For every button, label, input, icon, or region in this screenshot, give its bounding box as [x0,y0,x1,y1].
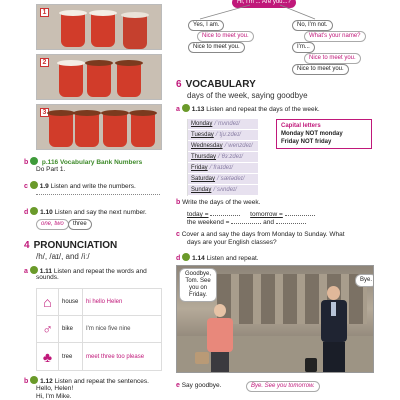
exercise-text-cont: sounds. [36,274,59,281]
speech-bubble-three: three [68,219,92,230]
exercise-letter: d [176,255,181,262]
cup [49,113,73,147]
pron-key-word: tree [59,343,83,370]
cups-photo-3 [36,104,162,150]
audio-icon[interactable] [30,376,38,384]
man-figure [317,286,351,373]
audio-icon[interactable] [182,104,190,112]
dialogue-no: No, I'm not. [292,20,333,31]
exercise-letter: c [176,231,180,238]
exercise-vocab-b [176,199,260,207]
day-phonetic: /ˈsʌndeɪ/ [213,187,237,193]
days-of-week-table [187,119,258,196]
pron-row-house [37,289,161,316]
exercise-text: Listen and repeat the words and [53,268,147,275]
day-row [188,185,258,196]
capital-letters-title: Capital letters [281,123,321,129]
day-name: Monday [191,121,213,127]
exercise-text: Listen and repeat the sentences. [54,378,149,385]
answer-lines [36,194,160,195]
write-days-line-2 [187,218,306,227]
day-name: Sunday [191,187,212,193]
day-name: Thursday [191,154,217,160]
exercise-b-instruction: Do Part 1. [36,166,66,173]
exercise-vocab-a [176,104,320,114]
audio-track: 1.12 [40,378,53,385]
cup [103,113,127,147]
exercise-vocab-e [176,382,221,390]
audio-icon[interactable] [30,266,38,274]
day-phonetic: /ˈtjuːzdeɪ/ [215,132,241,138]
section-number: 6 [176,79,182,90]
woman-figure [205,304,235,373]
vocab-bank-link[interactable]: p.116 Vocabulary Bank [41,159,113,166]
pronunciation-sounds: /h/, /aɪ/, and /iː/ [36,252,90,261]
cup [131,113,155,147]
woman-speech-bubble: Goodbye, Tom. See you on Friday. [179,268,217,302]
pron-example-words: hi hello Helen [86,299,123,305]
dialogue-nice-2: Nice to meet you. [188,42,245,53]
dialogue-nice-1: Nice to meet you. [197,31,254,42]
weekend-label: the weekend = [187,219,230,226]
day-name: Saturday [191,176,216,182]
station-photo [176,265,374,373]
audio-icon[interactable] [30,181,38,189]
dialogue-nice-4: Nice to meet you. [292,64,349,75]
capital-letters-box [276,119,372,149]
exercise-letter: b [176,199,181,206]
tomorrow-label: tomorrow = [250,211,283,218]
cup [59,63,83,97]
dialogue-im: I'm... [292,42,315,53]
audio-icon[interactable] [182,253,190,261]
day-row [188,119,258,130]
section-number: 4 [24,240,30,251]
suitcase [305,358,317,372]
capital-letters-example: Friday NOT friday [281,139,332,145]
exercise-letter: c [24,183,28,190]
today-label: today = [187,211,209,218]
exercise-letter: d [24,209,29,216]
exercise-letter: b [24,378,29,385]
section-vocabulary-heading [176,79,256,90]
day-row [188,130,258,141]
dialogue-bubble-start: Hi, I'm ... Are you...? [232,0,296,8]
day-phonetic: /ˈsætədeɪ/ [217,176,245,182]
exercise-vocab-c [176,231,345,239]
audio-track: 1.13 [191,106,205,113]
section-title: VOCABULARY [185,79,256,90]
dialogue-whats-name: What's your name? [304,31,366,42]
exercise-d [24,207,147,217]
cups-photo-1 [36,4,162,50]
pronunciation-table [36,288,162,371]
exercise-letter: a [176,106,180,113]
audio-track: 1.11 [39,268,53,275]
answer-field[interactable] [276,218,306,224]
photo-number: 1 [40,8,49,17]
dialogue-nice-3: Nice to meet you. [304,53,361,64]
cup [123,15,147,49]
audio-track: 1.14 [192,255,205,262]
exercise-text: Say goodbye. [181,382,222,389]
house-icon[interactable]: ⌂ [37,289,59,315]
bike-icon[interactable]: ♂ [37,316,59,342]
exercise-text: Listen and repeat the days of the week. [206,106,320,113]
pron-row-tree [37,343,161,370]
exercise-text: Write the days of the week. [182,199,261,206]
answer-field[interactable] [210,210,240,216]
photo-number: 2 [40,58,49,67]
section-pronunciation-heading [24,240,117,251]
pron-row-bike [37,316,161,343]
vocab-bank-topic: Numbers [114,159,143,166]
speech-bubble-see-you: Bye. See you tomorrow. [246,381,320,392]
day-row [188,141,258,152]
exercise-text: Listen and say the next number. [54,209,147,216]
day-phonetic: /ˈmʌndeɪ/ [214,121,240,127]
exercise-text: Listen and write the numbers. [50,183,136,190]
section-title: PRONUNCIATION [33,240,118,251]
cup [75,113,99,147]
exercise-c [24,181,136,191]
audio-track: 1.10 [40,209,53,216]
cup [91,13,115,47]
pron-example-words: meet three too please [86,353,145,360]
day-row [188,174,258,185]
exercise-letter: e [176,382,180,389]
cup [61,13,85,47]
vocab-bank-icon [30,157,38,165]
day-phonetic: /ˈwenzdeɪ/ [224,143,253,149]
cup [117,63,141,97]
exercise-vocab-d [176,253,259,263]
dialogue-yes: Yes, I am. [188,20,224,31]
exercise-text: Listen and repeat. [206,255,259,262]
cups-photo-2 [36,54,162,100]
day-phonetic: /ˈfraɪdeɪ/ [209,165,233,171]
answer-field[interactable] [285,210,315,216]
answer-field[interactable] [231,218,261,224]
exercise-text: Cover a and say the days from Monday to Sunday. What [181,231,345,238]
day-name: Friday [191,165,208,171]
pron-key-word: house [59,289,83,315]
exercise-text-cont: days are your English classes? [187,239,277,246]
capital-letters-example: Monday NOT monday [281,131,343,137]
tree-icon[interactable]: ♣ [37,343,59,370]
photo-number: 3 [40,108,49,117]
day-row [188,152,258,163]
day-name: Tuesday [191,132,214,138]
vocabulary-subtitle: days of the week, saying goodbye [187,91,308,100]
audio-track: 1.9 [39,183,49,190]
pron-example-words: I'm nice five nine [86,326,131,332]
speech-bubble-one-two: one, two [36,219,69,230]
handbag [195,352,209,364]
man-speech-bubble: Bye. [355,274,374,287]
exercise-letter: a [24,268,28,275]
day-name: Wednesday [191,143,223,149]
cup [87,63,111,97]
audio-icon[interactable] [30,207,38,215]
day-row [188,163,258,174]
day-phonetic: /ˈθɜːzdeɪ/ [218,154,243,160]
pron-key-word: bike [59,316,83,342]
sentence-2: Hi, I'm Mike. [36,393,72,400]
sentence-1: Hello, Helen! [36,385,74,392]
and-label: and [263,219,274,226]
exercise-letter: b [24,159,29,166]
